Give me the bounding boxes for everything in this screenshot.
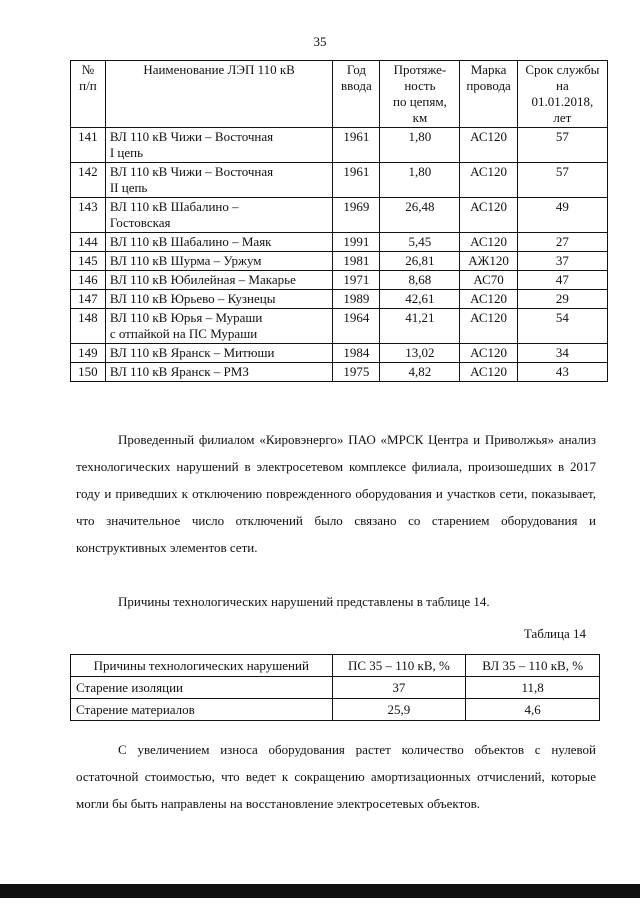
cell-ps: 37 [332, 677, 466, 699]
cell-wire: АС120 [460, 198, 517, 233]
header-life: Срок службы на 01.01.2018, лет [517, 61, 607, 128]
cell-life: 49 [517, 198, 607, 233]
table-caption: Таблица 14 [523, 626, 586, 641]
cell-vl: 11,8 [466, 677, 600, 699]
cell-name: ВЛ 110 кВ Шабалино – Гостовская [105, 198, 333, 233]
lines-table [70, 60, 608, 382]
cell-life: 47 [517, 271, 607, 290]
page-number: 35 [313, 34, 327, 49]
table-row [71, 344, 608, 363]
table-row [71, 363, 608, 382]
cell-year: 1961 [333, 128, 380, 163]
cell-length: 1,80 [380, 128, 460, 163]
cell-wire: АС120 [460, 163, 517, 198]
cell-name: ВЛ 110 кВ Чижи – Восточная II цепь [105, 163, 333, 198]
cell-num: 145 [71, 252, 106, 271]
cell-length: 26,48 [380, 198, 460, 233]
table-row [71, 252, 608, 271]
table-row [71, 309, 608, 344]
cell-year: 1961 [333, 163, 380, 198]
cell-life: 57 [517, 128, 607, 163]
cell-num: 146 [71, 271, 106, 290]
cell-vl: 4,6 [466, 699, 600, 721]
paragraph-depreciation: С увеличением износа оборудования растет количество объектов с нулевой остаточной стоимостью, что ведет к сокращению амортизационных отчислений, которые могли бы быть направлены на восстановление электросетевых объектов. [76, 742, 596, 811]
cell-year: 1984 [333, 344, 380, 363]
cell-year: 1971 [333, 271, 380, 290]
header-num: № п/п [71, 61, 106, 128]
cell-wire: АС120 [460, 344, 517, 363]
cell-reason: Старение материалов [71, 699, 333, 721]
cell-name: ВЛ 110 кВ Шурма – Уржум [105, 252, 333, 271]
cell-num: 147 [71, 290, 106, 309]
table-row [71, 677, 600, 699]
cell-length: 1,80 [380, 163, 460, 198]
cell-wire: АС120 [460, 309, 517, 344]
cell-wire: АС120 [460, 233, 517, 252]
table-row [71, 163, 608, 198]
cell-reason: Старение изоляции [71, 677, 333, 699]
cell-num: 149 [71, 344, 106, 363]
cell-length: 42,61 [380, 290, 460, 309]
cell-wire: АЖ120 [460, 252, 517, 271]
paragraph-analysis: Проведенный филиалом «Кировэнерго» ПАО «МРСК Центра и Приволжья» анализ технологических нарушений в электросетевом комплексе филиала, произошедших в 2017 году и приведших к отключению поврежденного оборудования и участков сети, показывает, что значительное число отключений было связано со старением оборудования и конструктивных элементов сети. [76, 432, 596, 555]
bottom-bar [0, 884, 640, 898]
cell-length: 41,21 [380, 309, 460, 344]
reasons-table-header-row [71, 655, 600, 677]
cell-num: 150 [71, 363, 106, 382]
cell-num: 143 [71, 198, 106, 233]
cell-name: ВЛ 110 кВ Юрьево – Кузнецы [105, 290, 333, 309]
cell-wire: АС70 [460, 271, 517, 290]
cell-num: 144 [71, 233, 106, 252]
table-row [71, 128, 608, 163]
cell-life: 57 [517, 163, 607, 198]
cell-ps: 25,9 [332, 699, 466, 721]
cell-life: 37 [517, 252, 607, 271]
cell-length: 13,02 [380, 344, 460, 363]
cell-length: 5,45 [380, 233, 460, 252]
cell-life: 54 [517, 309, 607, 344]
cell-year: 1989 [333, 290, 380, 309]
cell-name: ВЛ 110 кВ Чижи – Восточная I цепь [105, 128, 333, 163]
header-name: Наименование ЛЭП 110 кВ [105, 61, 333, 128]
cell-life: 43 [517, 363, 607, 382]
table-row [71, 198, 608, 233]
paragraph-reasons-intro: Причины технологических нарушений представлены в таблице 14. [118, 594, 490, 609]
cell-year: 1969 [333, 198, 380, 233]
cell-life: 27 [517, 233, 607, 252]
cell-length: 4,82 [380, 363, 460, 382]
header-wire: Марка провода [460, 61, 517, 128]
header-length: Протяже- ность по цепям, км [380, 61, 460, 128]
table-row [71, 271, 608, 290]
cell-life: 34 [517, 344, 607, 363]
cell-wire: АС120 [460, 290, 517, 309]
header-reason: Причины технологических нарушений [71, 655, 333, 677]
cell-name: ВЛ 110 кВ Яранск – Митюши [105, 344, 333, 363]
table-row [71, 699, 600, 721]
cell-wire: АС120 [460, 363, 517, 382]
header-year: Год ввода [333, 61, 380, 128]
header-ps: ПС 35 – 110 кВ, % [332, 655, 466, 677]
cell-year: 1975 [333, 363, 380, 382]
lines-table-header-row [71, 61, 608, 128]
cell-num: 142 [71, 163, 106, 198]
cell-life: 29 [517, 290, 607, 309]
cell-name: ВЛ 110 кВ Юбилейная – Макарье [105, 271, 333, 290]
cell-name: ВЛ 110 кВ Шабалино – Маяк [105, 233, 333, 252]
cell-num: 141 [71, 128, 106, 163]
cell-num: 148 [71, 309, 106, 344]
cell-year: 1981 [333, 252, 380, 271]
cell-length: 8,68 [380, 271, 460, 290]
cell-name: ВЛ 110 кВ Яранск – РМЗ [105, 363, 333, 382]
cell-year: 1991 [333, 233, 380, 252]
cell-name: ВЛ 110 кВ Юрья – Мураши с отпайкой на ПС Мураши [105, 309, 333, 344]
header-vl: ВЛ 35 – 110 кВ, % [466, 655, 600, 677]
cell-wire: АС120 [460, 128, 517, 163]
table-row [71, 233, 608, 252]
table-row [71, 290, 608, 309]
cell-year: 1964 [333, 309, 380, 344]
cell-length: 26,81 [380, 252, 460, 271]
reasons-table [70, 654, 600, 721]
